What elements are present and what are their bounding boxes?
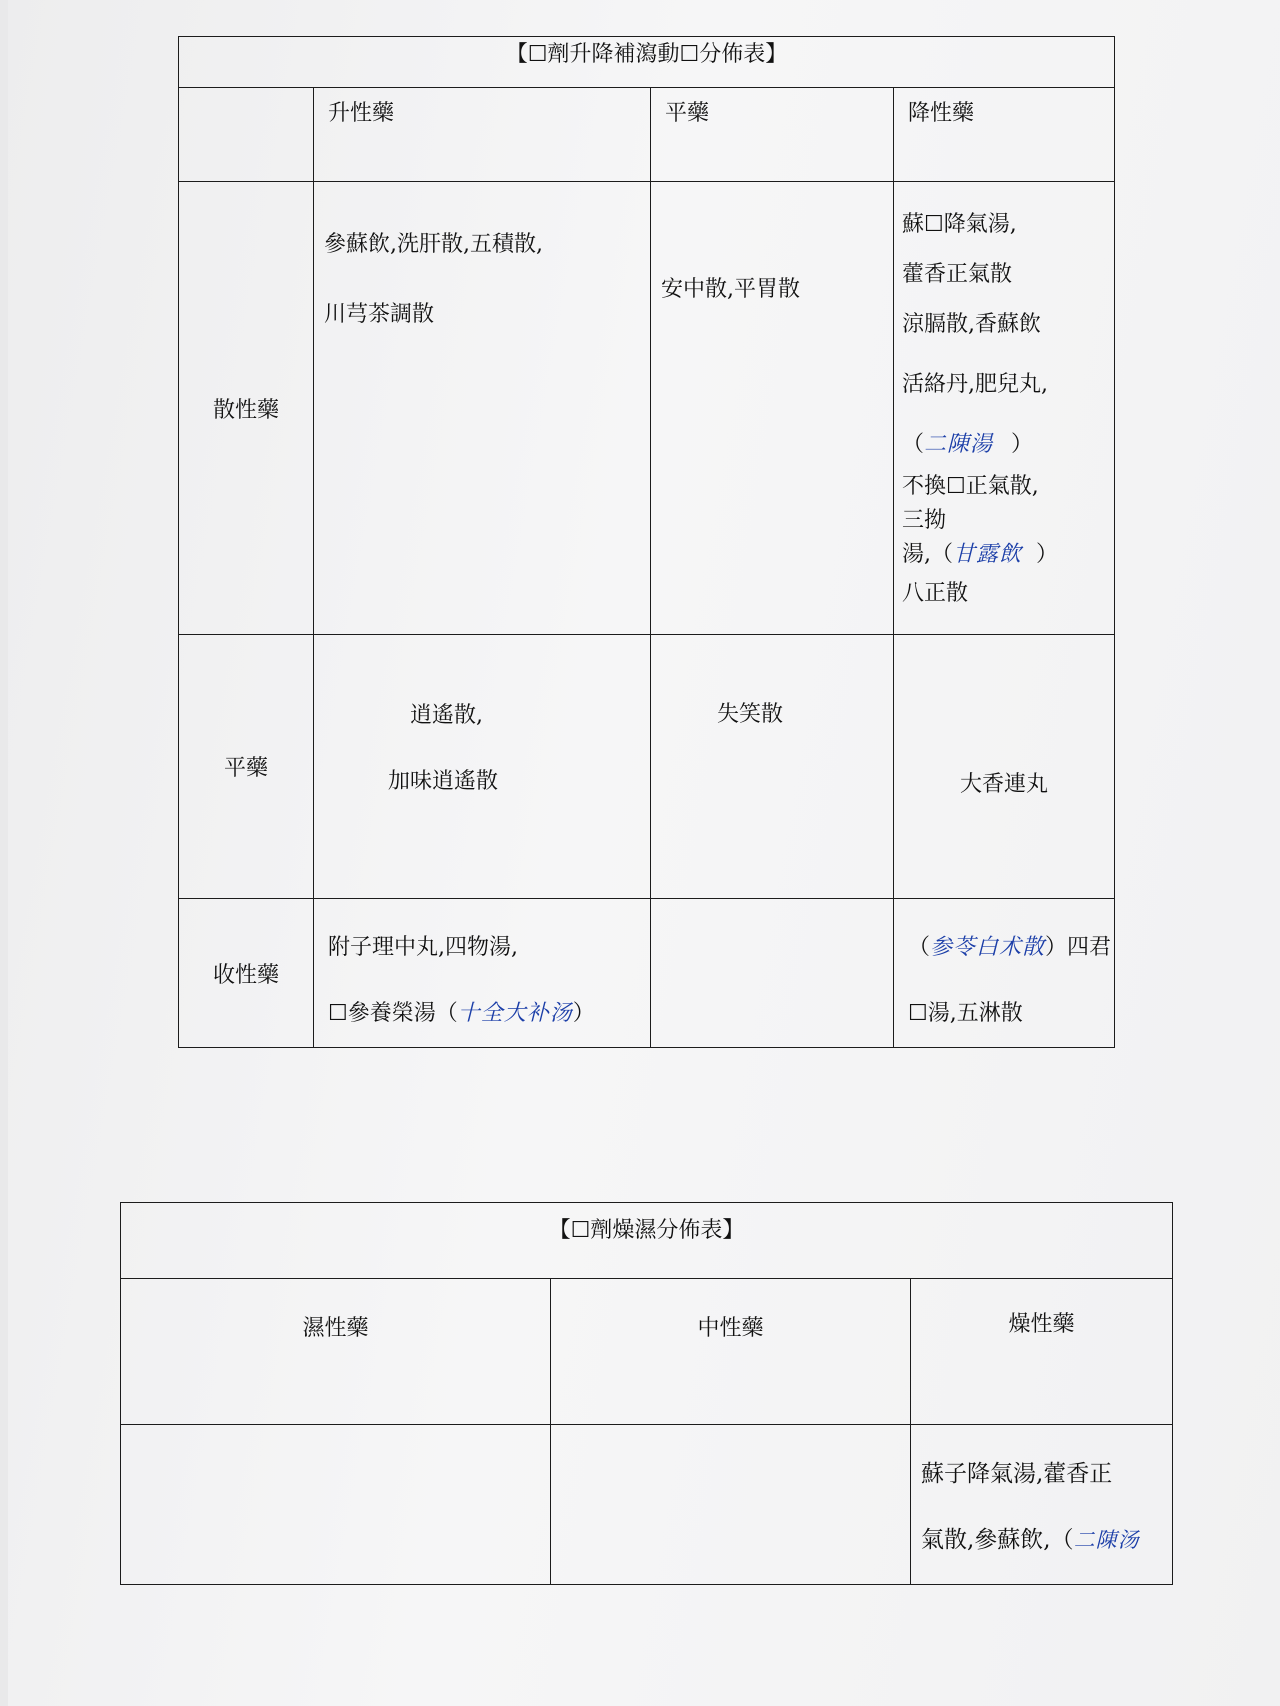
text-line: 附子理中丸,四物湯, [328, 935, 518, 960]
text-line: ☐湯,五淋散 [908, 1001, 1023, 1026]
text-line: 三拗 [902, 508, 947, 533]
cell-dispersing-descending [894, 182, 1115, 635]
header-neutral-dry: 中性藥 [551, 1279, 911, 1425]
text-line: 藿香正氣散 [902, 262, 1013, 287]
cell-dry [911, 1425, 1173, 1585]
text-fragment: ☐參養榮湯（ [328, 1001, 458, 1026]
cell-astringent-descending [894, 899, 1115, 1048]
cell-neutral-ascending [314, 635, 651, 899]
text-line: 逍遙散, [410, 703, 483, 728]
text-line: 涼膈散,香蘇飲 [902, 312, 1041, 337]
table2-title: 【☐劑燥濕分佈表】 [121, 1203, 1173, 1279]
cell-astringent-neutral [651, 899, 894, 1048]
text-line: 蘇子降氣湯,藿香正 [921, 1461, 1113, 1487]
handwritten-note: 参苓白术散 [930, 935, 1046, 960]
handwritten-note: 二陳湯 [924, 432, 994, 457]
cell-neutral-descending [894, 635, 1115, 899]
handwritten-line [328, 981, 650, 1047]
text-fragment: ） [572, 1001, 595, 1026]
handwritten-line [921, 1507, 1166, 1573]
paren-open: （ [902, 432, 925, 457]
handwritten-line [902, 420, 1106, 470]
handwritten-note: 二陳汤 [1073, 1528, 1140, 1552]
row-label-dispersing: 散性藥 [179, 182, 314, 635]
text-fragment: （ [908, 935, 931, 960]
handwritten-note: 甘露飲 [953, 542, 1023, 567]
ascend-descend-table [178, 36, 1115, 1048]
header-descending: 降性藥 [894, 88, 1115, 182]
text-fragment: 氣散,參蘇飲,（ [921, 1527, 1074, 1553]
corner-cell [179, 88, 314, 182]
table1-title: 【☐劑升降補瀉動☐分佈表】 [179, 37, 1115, 88]
cell-astringent-ascending [314, 899, 651, 1048]
text-line: 八正散 [902, 581, 969, 606]
text-line: 加味逍遙散 [388, 769, 499, 794]
paren-close: ） [1011, 432, 1034, 457]
text-line: 失笑散 [717, 702, 784, 727]
text-line: 大香連丸 [960, 772, 1049, 797]
cell-damp [121, 1425, 551, 1585]
text-line: 參蘇飲,洗肝散,五積散, [324, 232, 543, 257]
text-line: 蘇☐降氣湯, [902, 212, 1017, 237]
text-line: 安中散,平胃散 [661, 277, 800, 302]
text-line: 不換☐正氣散, [902, 474, 1039, 499]
header-ascending: 升性藥 [314, 88, 651, 182]
text-line: 川芎茶調散 [324, 302, 435, 327]
cell-neutral-neutral [651, 635, 894, 899]
text-fragment: ）四君 [1045, 935, 1112, 960]
header-dry: 燥性藥 [911, 1279, 1173, 1425]
header-neutral: 平藥 [651, 88, 894, 182]
text-fragment: ） [1036, 542, 1059, 567]
row-label-neutral: 平藥 [179, 635, 314, 899]
cell-dispersing-ascending [314, 182, 651, 635]
row-label-astringent: 收性藥 [179, 899, 314, 1048]
cell-dispersing-neutral [651, 182, 894, 635]
handwritten-line [908, 915, 1114, 981]
dry-damp-table [120, 1202, 1173, 1585]
cell-neutral-dry [551, 1425, 911, 1585]
handwritten-line [902, 538, 1106, 572]
header-damp: 濕性藥 [121, 1279, 551, 1425]
handwritten-note: 十全大补汤 [457, 1001, 573, 1026]
text-fragment: 湯,（ [902, 542, 953, 567]
text-line: 活絡丹,肥兒丸, [902, 372, 1048, 397]
